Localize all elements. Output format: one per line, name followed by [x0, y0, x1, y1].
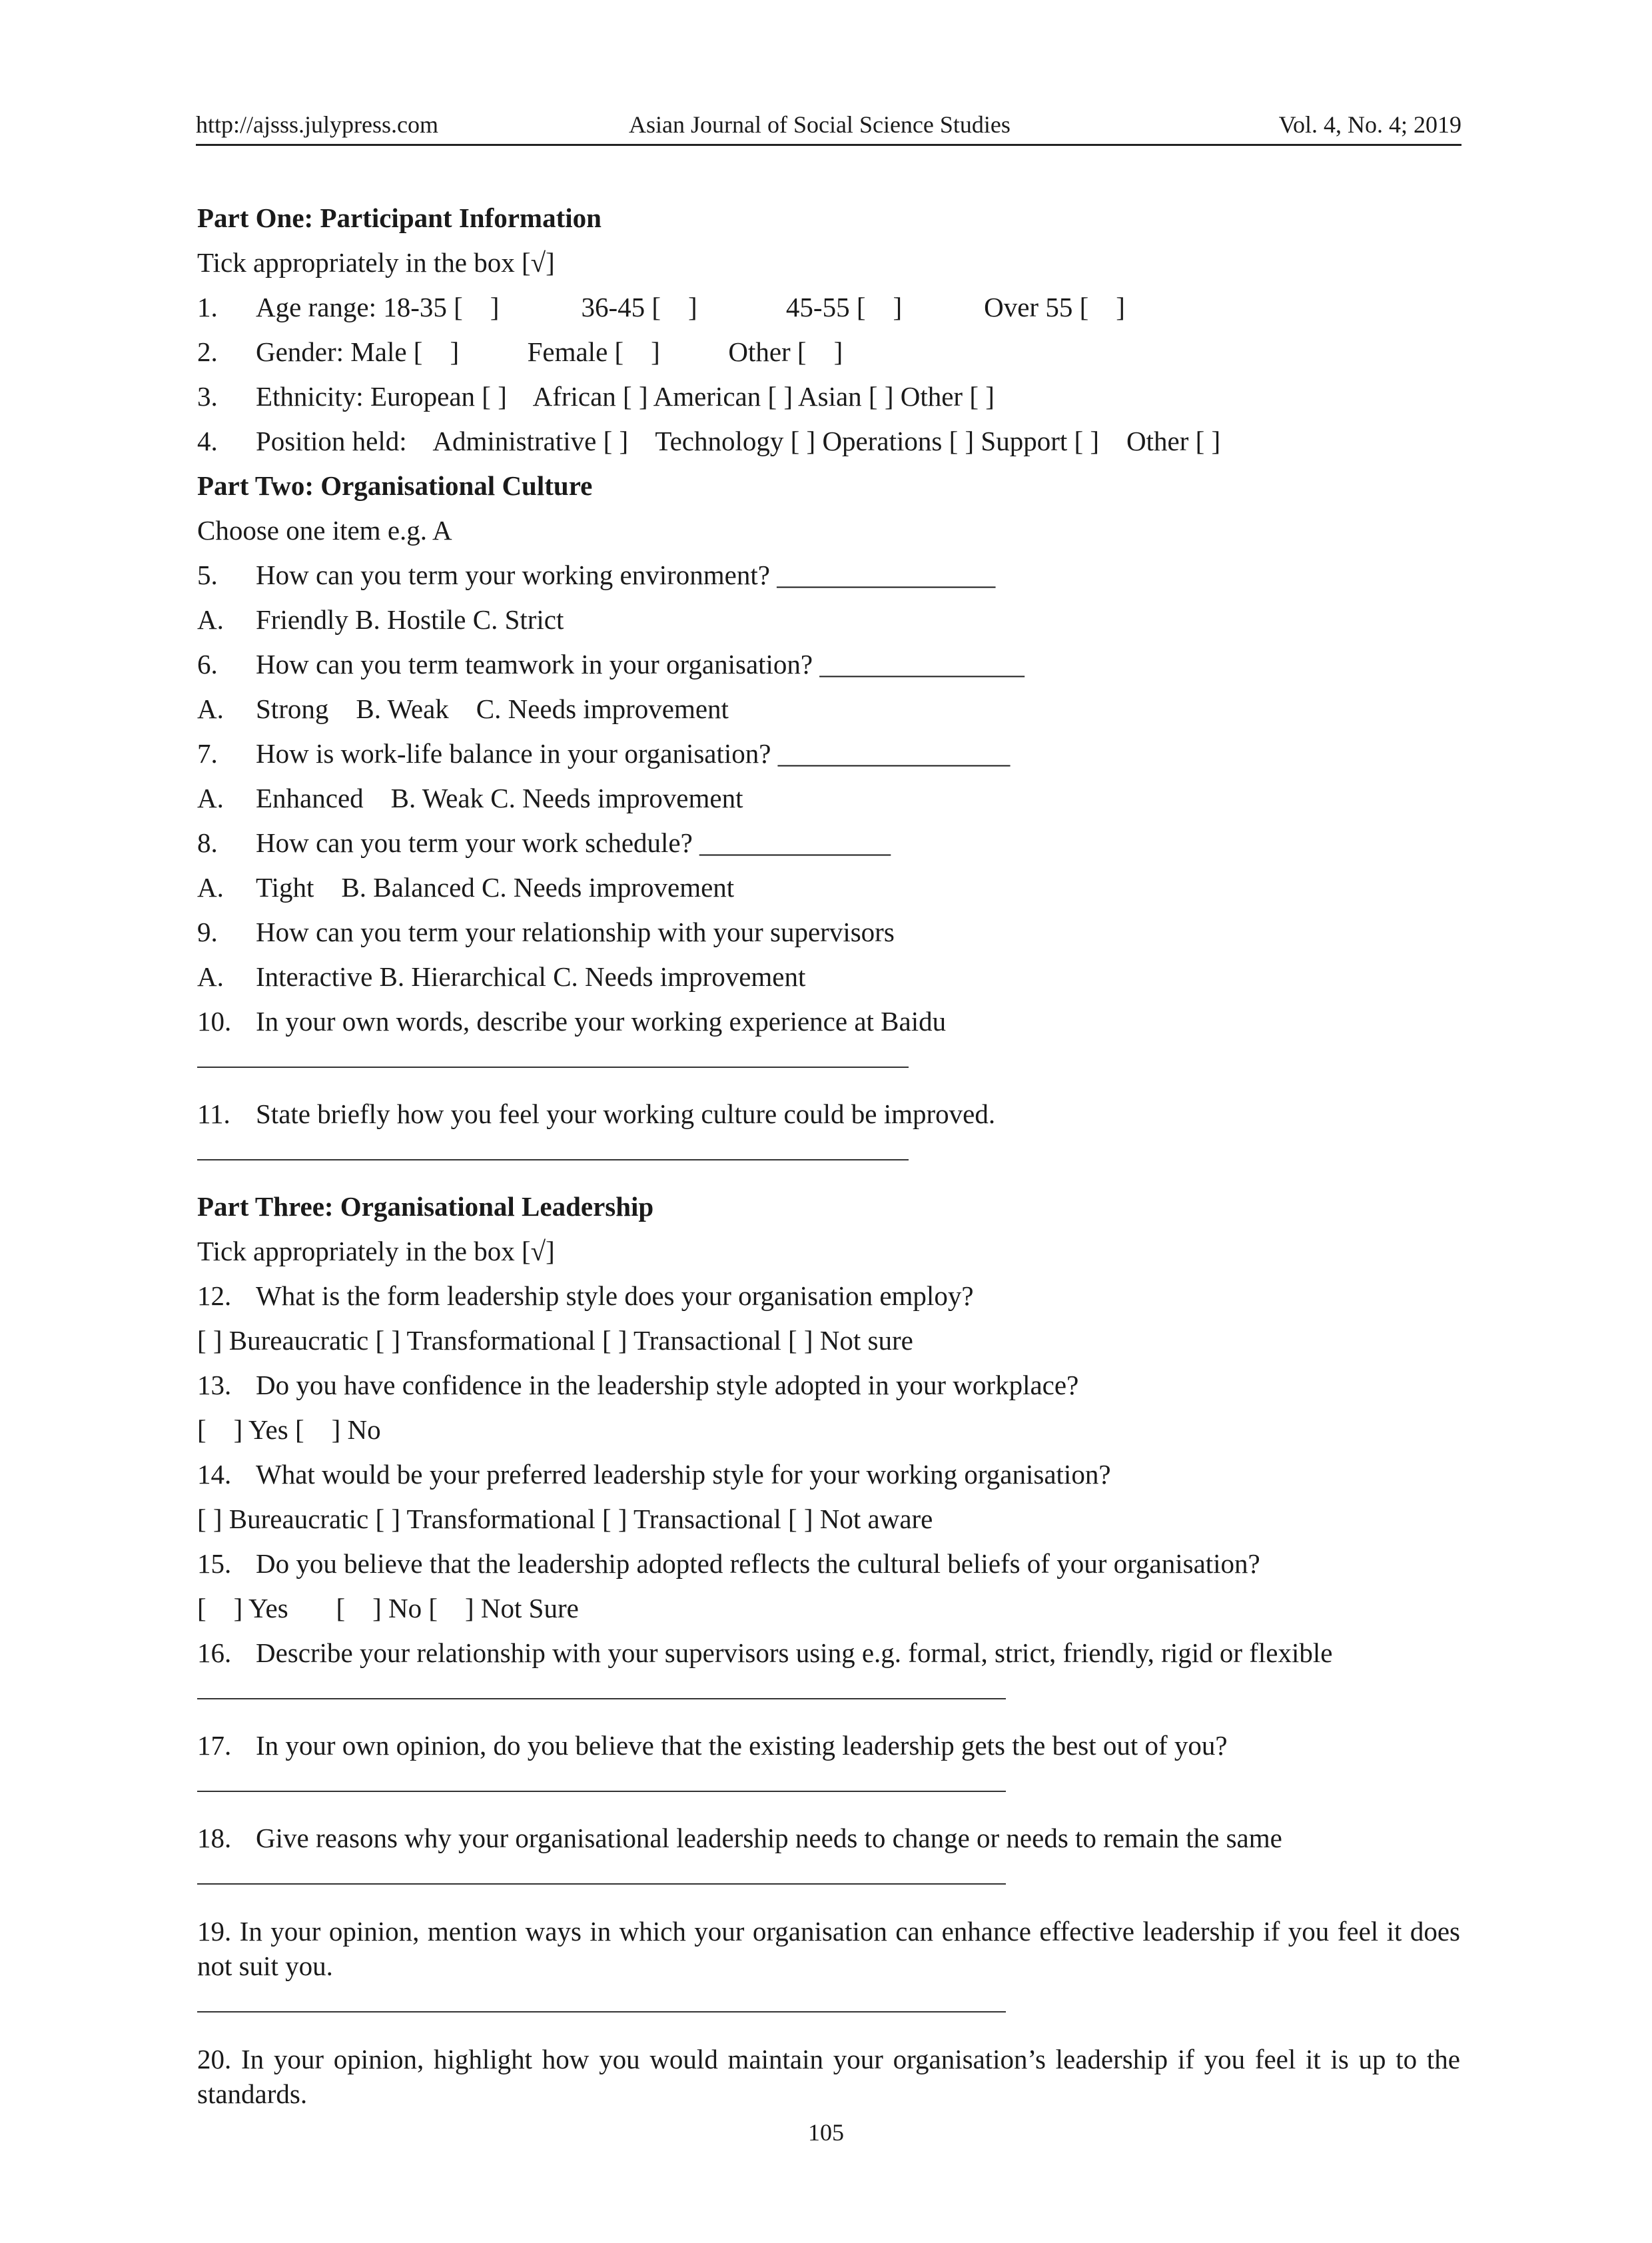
- answer-options-15: [ ] Yes [ ] No [ ] Not Sure: [197, 1593, 579, 1623]
- answer-line-11: [197, 1136, 1460, 1184]
- question-text: How is work-life balance in your organisation? _________________: [256, 738, 1011, 769]
- question-text: Do you have confidence in the leadership style adopted in your workplace?: [256, 1370, 1079, 1400]
- part-one-title: Part One: Participant Information: [197, 203, 602, 233]
- part-two-instruction: Choose one item e.g. A: [197, 515, 452, 546]
- question-5: [197, 553, 1460, 598]
- answer-options-8: [197, 865, 1460, 910]
- answer-line-10: [197, 1044, 1460, 1092]
- question-19: 19. In your opinion, mention ways in which your organisation can enhance effective leadership if you feel it does not suit you.: [197, 1916, 1460, 1981]
- question-20: 20. In your opinion, highlight how you would maintain your organisation’s leadership if you feel it is up to the standards.: [197, 2044, 1460, 2109]
- question-15: [197, 1542, 1460, 1586]
- part-three-title: Part Three: Organisational Leadership: [197, 1191, 654, 1222]
- question-2: [197, 330, 1460, 374]
- underline-rule: [197, 2011, 1006, 2013]
- answer-line-17: [197, 1768, 1460, 1816]
- underline-rule: [197, 1883, 1006, 1885]
- journal-volume: Vol. 4, No. 4; 2019: [1278, 111, 1461, 138]
- answer-options-6: [197, 687, 1460, 731]
- journal-title: Asian Journal of Social Science Studies: [629, 111, 1011, 138]
- question-number: 7.: [197, 738, 218, 769]
- question-number: 10.: [197, 1006, 232, 1037]
- option-letter: A.: [197, 693, 224, 724]
- question-number: 11.: [197, 1099, 230, 1129]
- underline-rule: [197, 1159, 909, 1160]
- question-text: How can you term your work schedule? ______________: [256, 827, 891, 858]
- answer-options-7: [197, 776, 1460, 821]
- question-number: 13.: [197, 1370, 232, 1400]
- page-number: 105: [808, 2119, 844, 2146]
- question-13: [197, 1363, 1460, 1408]
- question-text: What would be your preferred leadership style for your working organisation?: [256, 1459, 1111, 1490]
- option-letter: A.: [197, 872, 224, 903]
- option-letter: A.: [197, 604, 224, 635]
- underline-rule: [197, 1698, 1006, 1699]
- question-text: In your own words, describe your working experience at Baidu: [256, 1006, 947, 1037]
- part-one-instruction: Tick appropriately in the box [√]: [197, 247, 555, 278]
- questionnaire: [197, 196, 1460, 2116]
- question-text: Position held: Administrative [ ] Technology [ ] Operations [ ] Support [ ] Other [ ]: [256, 426, 1221, 456]
- option-text: Strong B. Weak C. Needs improvement: [256, 693, 729, 724]
- option-text: Friendly B. Hostile C. Strict: [256, 604, 564, 635]
- question-number: 1.: [197, 292, 218, 322]
- question-text: Age range: 18-35 [ ] 36-45 [ ] 45-55 [ ] Over 55 [ ]: [256, 292, 1125, 322]
- answer-options-13: [ ] Yes [ ] No: [197, 1414, 381, 1445]
- question-7: [197, 731, 1460, 776]
- question-12: [197, 1274, 1460, 1318]
- running-header: [196, 107, 1461, 146]
- answer-line-18: [197, 1861, 1460, 1909]
- option-text: Interactive B. Hierarchical C. Needs improvement: [256, 961, 806, 992]
- question-number: 15.: [197, 1548, 232, 1579]
- question-text: In your own opinion, do you believe that the existing leadership gets the best out of you?: [256, 1730, 1228, 1761]
- question-number: 9.: [197, 917, 218, 947]
- journal-url: http://ajsss.julypress.com: [196, 111, 438, 138]
- question-4: [197, 419, 1460, 464]
- answer-options-12: [ ] Bureaucratic [ ] Transformational [ ] Transactional [ ] Not sure: [197, 1325, 913, 1356]
- answer-options-9: [197, 955, 1460, 999]
- question-text: Gender: Male [ ] Female [ ] Other [ ]: [256, 336, 843, 367]
- question-17: [197, 1723, 1460, 1768]
- question-number: 16.: [197, 1637, 232, 1668]
- question-number: 3.: [197, 381, 218, 412]
- option-text: Enhanced B. Weak C. Needs improvement: [256, 783, 743, 813]
- question-14: [197, 1452, 1460, 1497]
- question-number: 4.: [197, 426, 218, 456]
- question-text: How can you term your relationship with your supervisors: [256, 917, 895, 947]
- question-text: Give reasons why your organisational leadership needs to change or needs to remain the same: [256, 1823, 1282, 1853]
- question-text: Do you believe that the leadership adopted reflects the cultural beliefs of your organisation?: [256, 1548, 1260, 1579]
- question-1: [197, 285, 1460, 330]
- part-three-instruction: Tick appropriately in the box [√]: [197, 1236, 555, 1266]
- question-number: 8.: [197, 827, 218, 858]
- part-two-title: Part Two: Organisational Culture: [197, 470, 593, 501]
- underline-rule: [197, 1791, 1006, 1792]
- option-letter: A.: [197, 783, 224, 813]
- question-number: 12.: [197, 1280, 232, 1311]
- question-number: 14.: [197, 1459, 232, 1490]
- question-10: [197, 999, 1460, 1044]
- question-number: 18.: [197, 1823, 232, 1853]
- question-number: 6.: [197, 649, 218, 679]
- question-16: [197, 1631, 1460, 1675]
- option-text: Tight B. Balanced C. Needs improvement: [256, 872, 735, 903]
- question-text: How can you term your working environment? ________________: [256, 560, 996, 590]
- question-9: [197, 910, 1460, 955]
- answer-line-19: [197, 1989, 1460, 2036]
- question-text: State briefly how you feel your working culture could be improved.: [256, 1099, 996, 1129]
- question-3: [197, 374, 1460, 419]
- question-text: Describe your relationship with your supervisors using e.g. formal, strict, friendly, rigid or flexible: [256, 1637, 1333, 1668]
- answer-line-16: [197, 1675, 1460, 1723]
- question-8: [197, 821, 1460, 865]
- option-letter: A.: [197, 961, 224, 992]
- underline-rule: [197, 1067, 909, 1068]
- question-text: Ethnicity: European [ ] African [ ] American [ ] Asian [ ] Other [ ]: [256, 381, 995, 412]
- answer-options-14: [ ] Bureaucratic [ ] Transformational [ ] Transactional [ ] Not aware: [197, 1504, 933, 1534]
- question-18: [197, 1816, 1460, 1861]
- question-number: 17.: [197, 1730, 232, 1761]
- question-6: [197, 642, 1460, 687]
- question-number: 5.: [197, 560, 218, 590]
- question-text: How can you term teamwork in your organisation? _______________: [256, 649, 1025, 679]
- question-11: [197, 1092, 1460, 1136]
- question-text: What is the form leadership style does your organisation employ?: [256, 1280, 974, 1311]
- question-number: 2.: [197, 336, 218, 367]
- answer-options-5: [197, 598, 1460, 642]
